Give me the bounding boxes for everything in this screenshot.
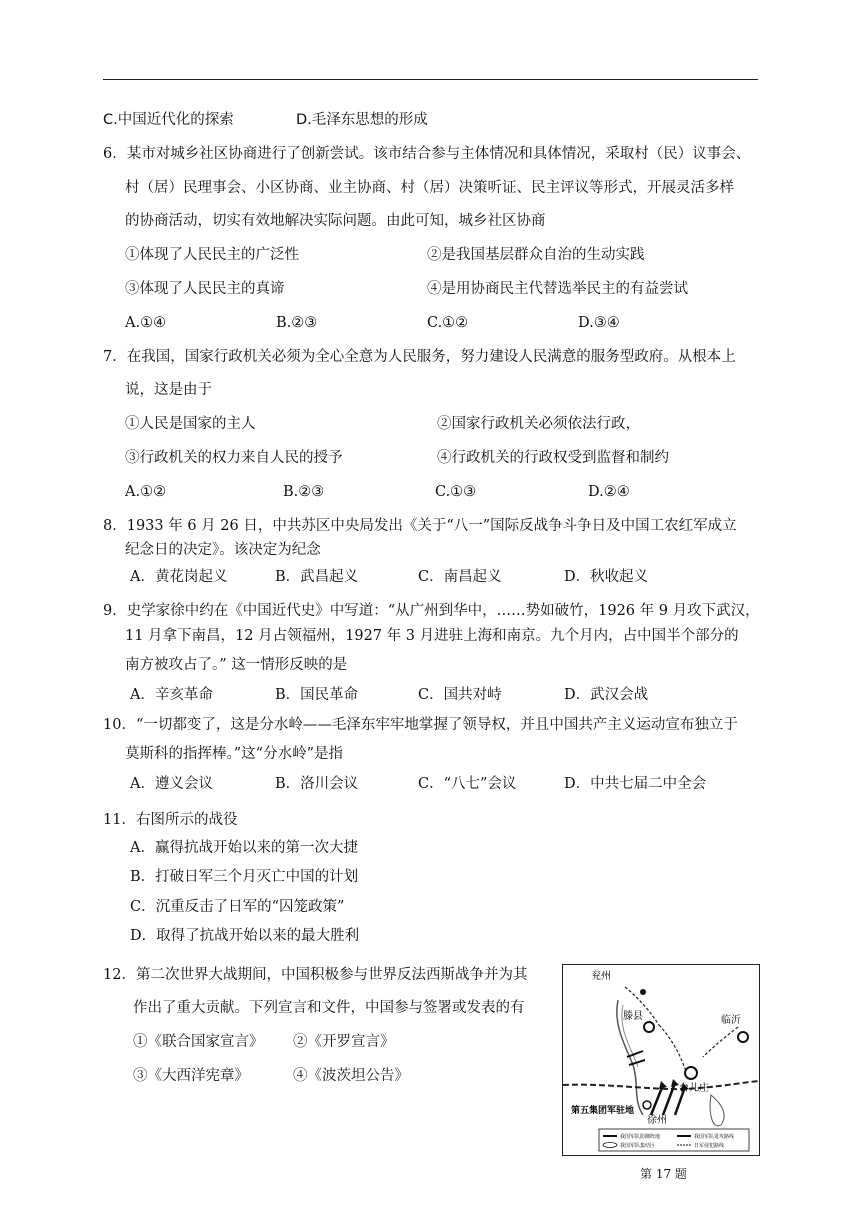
lake <box>710 1095 724 1126</box>
legend-attack: 我国军队进攻路线 <box>694 1134 735 1140</box>
q9-stem-line-2: 11 月拿下南昌，12 月占领福州，1927 年 3 月进驻上海和南京。九个月内，占中国半个部分的 <box>125 628 739 644</box>
q8-option-c: C．南昌起义 <box>418 569 502 585</box>
arrowhead-2 <box>671 1079 679 1087</box>
q7-option-d: D.②④ <box>588 484 630 500</box>
chinese-attack-arrow-2 <box>663 1083 675 1115</box>
q6-option-a: A.①④ <box>125 315 167 331</box>
label-yixian: 滕县 <box>623 1011 643 1022</box>
q11-option-b: B．打破日军三个月灭亡中国的计划 <box>130 869 359 885</box>
q7-item-4: ④行政机关的行政权受到监督和制约 <box>437 450 669 466</box>
prev-option-c: C.中国近代化的探索 <box>103 112 234 128</box>
q7-item-3: ③行政机关的权力来自人民的授予 <box>125 450 343 466</box>
label-yanzhou: 兖州 <box>591 971 611 982</box>
arrowhead-1 <box>659 1081 667 1089</box>
q6-item-4: ④是用协商民主代替选举民主的有益尝试 <box>427 281 688 297</box>
q9-stem-line-3: 南方被攻占了。” 这一情形反映的是 <box>125 657 348 673</box>
label-xuzhou: 徐州 <box>647 1115 667 1126</box>
q11-option-c: C．沉重反击了日军的“囚笼政策” <box>130 899 345 915</box>
q6-stem-line-2: 村（居）民理事会、小区协商、业主协商、村（居）决策听证、民主评议等形式，开展灵活多样 <box>125 180 734 196</box>
q6-item-2: ②是我国基层群众自治的生动实践 <box>427 247 645 263</box>
q9-option-d: D．武汉会战 <box>564 687 649 703</box>
battle-map-drawing <box>563 965 759 1155</box>
q6-option-b: B.②③ <box>276 315 318 331</box>
prev-option-d: D.毛泽东思想的形成 <box>296 112 428 128</box>
q6-option-d: D.③④ <box>578 315 620 331</box>
q10-option-b: B．洛川会议 <box>275 776 359 792</box>
city-taierzhuang-marker <box>685 1067 697 1079</box>
city-xuzhou-marker <box>643 1101 651 1109</box>
q7-stem-line-1: 7．在我国，国家行政机关必须为全心全意为人民服务，努力建设人民满意的服务型政府。从根本上 <box>103 349 736 365</box>
q7-stem-line-2: 说，这是由于 <box>125 382 212 398</box>
label-fifth-group-army: 第五集团军驻地 <box>571 1106 635 1116</box>
q7-item-1: ①人民是国家的主人 <box>125 416 256 432</box>
q9-stem-line-1: 9．史学家徐中约在《中国近代史》中写道：“从广州到华中，……势如破竹，1926 年 9 月攻下武汉， <box>103 603 760 619</box>
q6-stem-line-3: 的协商活动，切实有效地解决实际问题。由此可知，城乡社区协商 <box>125 213 546 229</box>
q7-option-c: C.①③ <box>435 484 477 500</box>
battle-map <box>562 964 760 1156</box>
q6-item-3: ③体现了人民民主的真谛 <box>125 281 285 297</box>
legend-japanese: 日军侵犯路线 <box>694 1143 725 1149</box>
q10-stem-line-1: 10．“一切都变了，这是分水岭——毛泽东牢牢地掌握了领导权，并且中国共产主义运动宣布独立于 <box>103 717 738 733</box>
q7-option-b: B.②③ <box>283 484 325 500</box>
q6-option-c: C.①② <box>427 315 469 331</box>
japanese-attack-line-east <box>703 1027 738 1057</box>
q12-item-3: ③《大西洋宪章》 <box>133 1068 249 1084</box>
label-linyi: 临沂 <box>721 1015 741 1026</box>
q12-item-4: ④《波茨坦公告》 <box>293 1068 409 1084</box>
japanese-attack-line-south <box>659 1025 685 1069</box>
legend-defense: 我国军队防御阵地 <box>620 1134 661 1140</box>
q11-stem: 11．右图所示的战役 <box>103 812 238 828</box>
city-yixian-marker <box>644 1022 654 1032</box>
q10-stem-line-2: 莫斯科的指挥棒。”这“分水岭”是指 <box>125 746 343 762</box>
q9-option-b: B．国民革命 <box>275 687 359 703</box>
q10-option-c: C．“八七”会议 <box>418 776 517 792</box>
q12-stem-line-1: 12．第二次世界大战期间，中国积极参与世界反法西斯战争并为其 <box>103 967 528 983</box>
q12-item-2: ②《开罗宣言》 <box>293 1034 395 1050</box>
map-caption: 第 17 题 <box>640 1167 687 1181</box>
q12-stem-line-2: 作出了重大贡献。下列宣言和文件，中国参与签署或发表的有 <box>133 1000 525 1016</box>
city-linyi-marker <box>738 1032 748 1042</box>
q8-stem-line-1: 8．1933 年 6 月 26 日，中共苏区中央局发出《关于“八一”国际反战争斗争日及中国工农红军成立 <box>103 518 737 534</box>
q12-item-1: ①《联合国家宣言》 <box>133 1034 264 1050</box>
label-taierzhuang: 台儿庄 <box>679 1083 709 1094</box>
q10-option-a: A．遵义会议 <box>130 776 213 792</box>
q9-option-c: C．国共对峙 <box>418 687 502 703</box>
q11-option-a: A．赢得抗战开始以来的第一次大捷 <box>130 840 358 856</box>
q8-option-a: A．黄花岗起义 <box>130 569 228 585</box>
q8-stem-line-2: 纪念日的决定》。该决定为纪念 <box>125 542 321 558</box>
header-rule <box>103 79 758 80</box>
q6-item-1: ①体现了人民民主的广泛性 <box>125 247 299 263</box>
q11-option-d: D．取得了抗战开始以来的最大胜利 <box>130 928 360 944</box>
q9-option-a: A．辛亥革命 <box>130 687 213 703</box>
q7-item-2: ②国家行政机关必须依法行政， <box>437 416 640 432</box>
city-yanzhou-marker <box>640 989 646 995</box>
q8-option-b: B．武昌起义 <box>275 569 359 585</box>
q6-stem-line-1: 6．某市对城乡社区协商进行了创新尝试。该市结合参与主体情况和具体情况，采取村（民）议事会、 <box>103 146 751 162</box>
legend-assembly: 我国军队集结区 <box>620 1143 656 1149</box>
q7-option-a: A.①② <box>125 484 167 500</box>
q10-option-d: D．中共七届二中全会 <box>564 776 707 792</box>
q8-option-d: D．秋收起义 <box>564 569 649 585</box>
